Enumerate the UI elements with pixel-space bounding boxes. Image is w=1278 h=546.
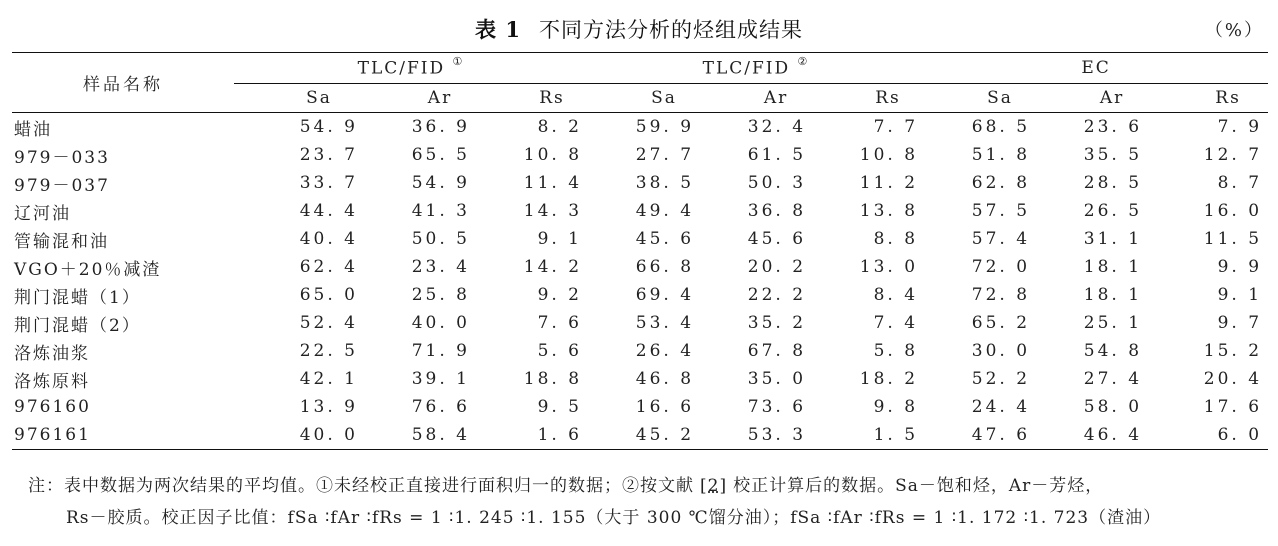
value-cell: 54. 8 [1083, 341, 1143, 361]
table-row [12, 393, 1268, 421]
group-header-row [12, 53, 1268, 84]
table-title [0, 14, 1278, 44]
value-cell: 6. 0 [1217, 425, 1263, 445]
value-cell: 9. 8 [873, 397, 919, 417]
value-cell: 58. 0 [1083, 397, 1143, 417]
value-cell: 50. 3 [747, 173, 807, 193]
table-row [12, 421, 1268, 450]
value-cell: 24. 4 [971, 397, 1031, 417]
hydrocarbon-composition-table [12, 52, 1268, 450]
col-header-sa: Sa [987, 88, 1013, 108]
value-cell: 36. 8 [747, 201, 807, 221]
value-cell: 10. 8 [859, 145, 919, 165]
footnote-mark-1: ① [452, 55, 465, 69]
table-row [12, 281, 1268, 309]
value-cell: 61. 5 [747, 145, 807, 165]
value-cell: 28. 5 [1083, 173, 1143, 193]
sample-name-cell: 蜡油 [14, 119, 52, 140]
col-header-rs: Rs [539, 88, 565, 108]
value-cell: 40. 0 [299, 425, 358, 445]
value-cell: 68. 5 [971, 117, 1031, 137]
value-cell: 57. 4 [971, 229, 1031, 249]
value-cell: 62. 4 [299, 257, 358, 277]
value-cell: 27. 7 [635, 145, 695, 165]
sample-name-cell: 979－033 [14, 147, 110, 168]
value-cell: 9. 2 [537, 285, 583, 305]
value-cell: 9. 9 [1217, 257, 1263, 277]
value-cell: 20. 2 [747, 257, 807, 277]
table-row [12, 309, 1268, 337]
table-note [28, 470, 1268, 534]
value-cell: 35. 2 [747, 313, 807, 333]
table-row [12, 365, 1268, 393]
value-cell: 25. 8 [411, 285, 470, 305]
value-cell: 13. 9 [299, 397, 358, 417]
group-header-tlc-fid-2: TLC/FID ② [588, 53, 924, 84]
col-header-sa: Sa [306, 88, 332, 108]
value-cell: 47. 6 [971, 425, 1031, 445]
value-cell: 46. 4 [1083, 425, 1143, 445]
value-cell: 40. 0 [411, 313, 470, 333]
note-line2: Rs－胶质。校正因子比值：fSa ∶fAr ∶fRs = 1 ∶1. 245 ∶1. 155（大于 300 ℃馏分油）；fSa ∶fAr ∶fRs = 1 ∶1. 172 ∶1. 723（渣油） [66, 508, 1162, 528]
value-cell: 36. 9 [411, 117, 470, 137]
value-cell: 10. 8 [523, 145, 583, 165]
value-cell: 5. 8 [873, 341, 919, 361]
value-cell: 16. 6 [635, 397, 695, 417]
value-cell: 12. 7 [1203, 145, 1263, 165]
value-cell: 8. 4 [873, 285, 919, 305]
value-cell: 62. 8 [971, 173, 1031, 193]
value-cell: 38. 5 [635, 173, 695, 193]
value-cell: 1. 6 [537, 425, 583, 445]
value-cell: 45. 6 [635, 229, 695, 249]
sample-name-cell: 管输混和油 [14, 231, 109, 252]
reference-citation: [2] [700, 476, 728, 496]
sample-name-cell: 976160 [14, 397, 91, 417]
value-cell: 8. 7 [1217, 173, 1263, 193]
table-row [12, 113, 1268, 142]
sample-name-cell: 洛炼油浆 [14, 343, 90, 364]
value-cell: 67. 8 [747, 341, 807, 361]
value-cell: 18. 1 [1083, 257, 1143, 277]
value-cell: 7. 4 [873, 313, 919, 333]
value-cell: 1. 5 [873, 425, 919, 445]
value-cell: 23. 6 [1083, 117, 1143, 137]
sample-name-cell: VGO＋20％减渣 [14, 259, 162, 280]
col-header-rs: Rs [875, 88, 901, 108]
value-cell: 69. 4 [635, 285, 695, 305]
value-cell: 31. 1 [1083, 229, 1143, 249]
value-cell: 26. 4 [635, 341, 695, 361]
value-cell: 18. 8 [523, 369, 583, 389]
value-cell: 45. 6 [747, 229, 807, 249]
value-cell: 54. 9 [411, 173, 470, 193]
value-cell: 23. 7 [299, 145, 358, 165]
value-cell: 39. 1 [411, 369, 470, 389]
table-body [12, 113, 1268, 450]
sample-name-cell: 976161 [14, 425, 91, 445]
table-caption: 不同方法分析的烃组成结果 [538, 18, 803, 42]
value-cell: 52. 4 [299, 313, 358, 333]
value-cell: 8. 8 [873, 229, 919, 249]
col-header-ar: Ar [427, 88, 453, 108]
value-cell: 9. 5 [537, 397, 583, 417]
value-cell: 27. 4 [1083, 369, 1143, 389]
sample-name-cell: 979－037 [14, 175, 110, 196]
value-cell: 14. 3 [523, 201, 583, 221]
note-line1-b: 校正计算后的数据。Sa－饱和烃，Ar－芳烃， [733, 476, 1104, 496]
value-cell: 14. 2 [523, 257, 583, 277]
value-cell: 23. 4 [411, 257, 470, 277]
value-cell: 18. 2 [859, 369, 919, 389]
col-header-rs: Rs [1215, 88, 1241, 108]
value-cell: 7. 7 [873, 117, 919, 137]
table-row [12, 337, 1268, 365]
value-cell: 17. 6 [1203, 397, 1263, 417]
table-row [12, 169, 1268, 197]
value-cell: 15. 2 [1203, 341, 1263, 361]
value-cell: 13. 8 [859, 201, 919, 221]
value-cell: 42. 1 [299, 369, 358, 389]
value-cell: 32. 4 [747, 117, 807, 137]
value-cell: 7. 9 [1217, 117, 1263, 137]
value-cell: 65. 2 [971, 313, 1031, 333]
value-cell: 35. 5 [1083, 145, 1143, 165]
value-cell: 65. 5 [411, 145, 470, 165]
group-header-tlc-fid-1: TLC/FID ① [234, 53, 588, 84]
value-cell: 22. 5 [299, 341, 358, 361]
sample-name-cell: 荆门混蜡（1） [14, 287, 141, 308]
value-cell: 53. 4 [635, 313, 695, 333]
value-cell: 72. 8 [971, 285, 1031, 305]
value-cell: 5. 6 [537, 341, 583, 361]
value-cell: 65. 0 [299, 285, 358, 305]
value-cell: 49. 4 [635, 201, 695, 221]
sample-name-cell: 荆门混蜡（2） [14, 315, 141, 336]
value-cell: 50. 5 [411, 229, 470, 249]
value-cell: 22. 2 [747, 285, 807, 305]
note-line1-a: 注：表中数据为两次结果的平均值。①未经校正直接进行面积归一的数据；②按文献 [28, 476, 694, 496]
footnote-mark-2: ② [797, 55, 810, 69]
value-cell: 9. 7 [1217, 313, 1263, 333]
col-header-ar: Ar [1099, 88, 1125, 108]
sample-name-cell: 洛炼原料 [14, 371, 90, 392]
value-cell: 35. 0 [747, 369, 807, 389]
value-cell: 13. 0 [859, 257, 919, 277]
value-cell: 66. 8 [635, 257, 695, 277]
col-header-sa: Sa [651, 88, 677, 108]
group-header-ec: EC [924, 53, 1268, 84]
table-row [12, 141, 1268, 169]
value-cell: 57. 5 [971, 201, 1031, 221]
value-cell: 11. 4 [523, 173, 583, 193]
value-cell: 11. 2 [859, 173, 919, 193]
unit-label: （%） [1204, 20, 1264, 41]
table-row [12, 197, 1268, 225]
value-cell: 8. 2 [537, 117, 583, 137]
sample-name-header: 样品名称 [83, 75, 163, 95]
value-cell: 54. 9 [299, 117, 358, 137]
value-cell: 9. 1 [1217, 285, 1263, 305]
sample-name-cell: 辽河油 [14, 203, 71, 224]
value-cell: 52. 2 [971, 369, 1031, 389]
table-number: 表 1 [475, 17, 521, 42]
col-header-ar: Ar [763, 88, 789, 108]
value-cell: 7. 6 [537, 313, 583, 333]
value-cell: 51. 8 [971, 145, 1031, 165]
value-cell: 30. 0 [971, 341, 1031, 361]
value-cell: 58. 4 [411, 425, 470, 445]
value-cell: 20. 4 [1203, 369, 1263, 389]
table-row [12, 225, 1268, 253]
value-cell: 25. 1 [1083, 313, 1143, 333]
value-cell: 11. 5 [1203, 229, 1263, 249]
value-cell: 44. 4 [299, 201, 358, 221]
value-cell: 33. 7 [299, 173, 358, 193]
value-cell: 76. 6 [411, 397, 470, 417]
value-cell: 9. 1 [537, 229, 583, 249]
value-cell: 71. 9 [411, 341, 470, 361]
table-row [12, 253, 1268, 281]
value-cell: 45. 2 [635, 425, 695, 445]
value-cell: 16. 0 [1203, 201, 1263, 221]
value-cell: 46. 8 [635, 369, 695, 389]
value-cell: 41. 3 [411, 201, 470, 221]
value-cell: 72. 0 [971, 257, 1031, 277]
value-cell: 59. 9 [635, 117, 695, 137]
value-cell: 40. 4 [299, 229, 358, 249]
value-cell: 73. 6 [747, 397, 807, 417]
value-cell: 53. 3 [747, 425, 807, 445]
value-cell: 18. 1 [1083, 285, 1143, 305]
value-cell: 26. 5 [1083, 201, 1143, 221]
